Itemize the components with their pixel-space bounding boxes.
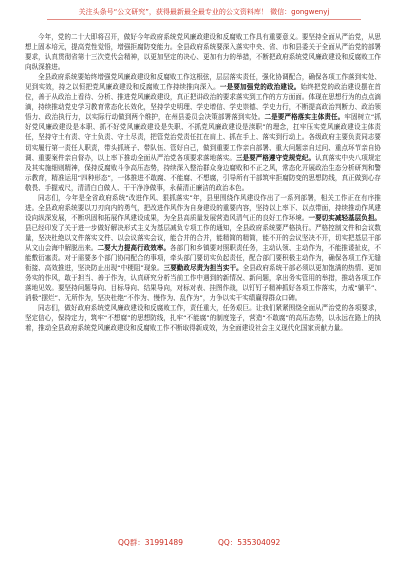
banner-text: 关注头条号“公文研究”，获得最新最全最专业的公文资料库！ 微信：gongwenyj: [78, 8, 330, 16]
paragraph: [25, 72, 381, 193]
paragraph-text: 牢固树立“抓好党风廉政建设是本职、抓不好党风廉政建设是失职、不抓党风廉政建设是渎职”的理念，扛牢压实党风廉政建设主体责任，坚持守土有责、守土负责、守土尽责，把管党治党责任扛在肩上、抓在手上、落实到行动上。各级政府主要负责同志要切实履行第一责任人职责，带头抓班子、带队伍、管好自己，做到重要工作亲自部署、重大问题亲自过问、重点环节亲自协调、重要案件亲自督办，以上率下推动全面从严治党各项要求落地落实。: [25, 113, 381, 162]
emphasis-heading: 二是要严格落实主体责任。: [264, 113, 345, 122]
paragraph: [25, 303, 381, 333]
paragraph: [25, 193, 381, 304]
paragraph-text: 全县政府系统要始终增强党风廉政建设和反腐败工作这根弦，层层落实责任，强化协调配合，确保各项工作落到实处、见到实效，持之以恒把党风廉政建设和反腐败工作持续推向深入。: [25, 73, 381, 92]
footer-qq-contact: QQ：535304092: [218, 538, 281, 547]
emphasis-heading: 一是要加强党的政治建设。: [219, 83, 301, 92]
paragraph: [25, 32, 381, 72]
paragraph-text: 今年，党的二十大即将召开，做好今年政府系统党风廉政建设和反腐败工作具有重要意义。要坚持全面从严治党，从思想上固本培元，提高党性觉悟，增强拒腐防变能力。全县政府系统要深入落实中央、省、市和县委关于全面从严治党的部署要求，认真贯彻省第十三次党代会精神，以更加坚定的决心、更加有力的举措，不断把政府系统党风廉政建设和反腐败工作向纵深推进。: [25, 33, 381, 72]
paragraph-text: 全县政府系统干部必须以更加饱满的热情、更加务实的作风，敢于担当、善于作为，认真研究分析当前工作中遇到的新情况、新问题，拿出务实管用的举措，推动各项工作落地见效。要坚持问题导向、目标导向、结果导向，对标对表、挂图作战，以钉钉子精神抓好各项工作落实，力戒“躺平”、消极“摆烂”、无所作为，坚决杜绝“不作为、慢作为、乱作为”，力争以实干实绩赢得群众口碑。: [25, 264, 381, 303]
footer: [0, 537, 408, 549]
paragraph-text: 各部门和乡镇要对照职责任务，主动认领、主动作为，不能推诿扯皮，不能敷衍塞责。对于需要多个部门协同配合的事项，牵头部门要切实负起责任，配合部门要积极主动作为，确保各项工作无缝衔接、高效推进，坚决防止出现“中梗阻”现象。: [25, 243, 381, 273]
emphasis-heading: 二要大力提高行政效率。: [97, 243, 171, 252]
paragraph-text: 同志们，做好政府系统党风廉政建设和反腐败工作，责任重大，任务艰巨。让我们紧紧围绕全面从严治党的各项要求，坚定信心，保持定力，筑牢“不想腐”的思想防线，扎牢“不能腐”的制度笼子，营造“不敢腐”的高压态势，以永远在路上的执着，推动全县政府系统党风廉政建设和反腐败工作不断取得新成效，为全面建设社会主义现代化国家贡献力量。: [25, 304, 381, 333]
paragraph-text: 县已经印发了关于进一步做好解决形式主义为基层减负专项工作的通知，全县政府系统要严格执行。严格控制文件和会议数量，坚决杜绝以文件落实文件、以会议落实会议，能合并的合并，能精简的精简，能不开的会议坚决不开，切实把基层干部从文山会海中解脱出来。: [25, 223, 381, 252]
paragraph-text: 始终把党的政治建设摆在首位，善于从政治上看待、分析、推进党风廉政建设，真正把讲政治的要求落实到工作的方方面面。体现在思想行为的点点滴滴，持续推动党史学习教育常态化长效化，坚持学史明理、学史增信、学史崇德、学史力行，不断提高政治判断力、政治领悟力、政治执行力，以实际行动做到两个维护，在州县委员会决策部署落到实处。: [25, 83, 381, 122]
paragraph-text: 同志们，今年是全省政府系统“改进作风、狠抓落实”年，县里围绕作风建设作出了一系列部署，相关工作正在有序推进。全县政府系统要以刀刃向内的勇气，把改进作风作为自身建设的重要内容，坚持以上率下、以点带面，持续推动作风建设向纵深发展，不断巩固和拓展作风建设成果，为全县高质量发展营造风清气正的良好工作环境。: [25, 193, 381, 222]
emphasis-heading: 三要勤政尽责为担当实干。: [163, 264, 243, 273]
paragraph-text: 认真落实中央八项规定及其实施细则精神，保持反腐败斗争高压态势，持续深入整治群众身边腐败和不正之风，常态化开展政治生态分析研判和警示教育，精准运用“四种形态”，一体推进不敢腐、不能腐、不想腐，引导所有干部筑牢拒腐防变的思想防线，真正做到心存敬畏、手握戒尺，清清白白做人、干干净净做事，永葆清正廉洁的政治本色。: [25, 153, 381, 192]
banner-divider: [47, 19, 361, 20]
document-body: [25, 32, 381, 532]
footer-qq-group: QQ群：31991489: [118, 538, 183, 547]
header-banner: [0, 6, 408, 18]
emphasis-heading: 三是要严格遵守党规党纪。: [235, 153, 316, 162]
emphasis-heading: 一要切实减轻基层负担。: [308, 213, 381, 222]
